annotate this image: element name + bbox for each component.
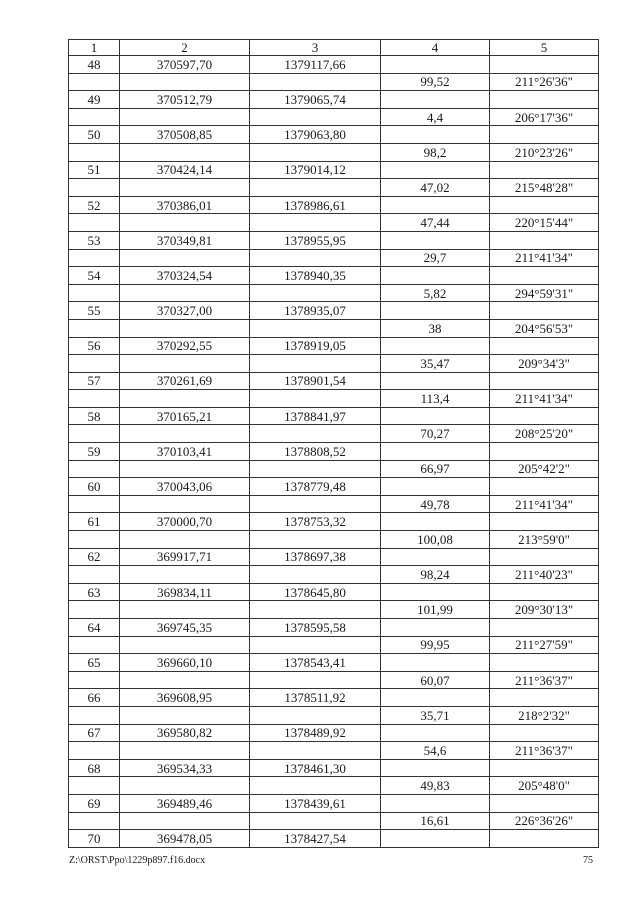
point-number-cell: 48 — [69, 56, 120, 74]
point-number-cell-empty — [69, 495, 120, 513]
point-number-cell-empty — [69, 566, 120, 584]
y-coordinate-cell-empty — [250, 214, 381, 232]
x-coordinate-cell: 369917,71 — [120, 548, 250, 566]
x-coordinate-cell: 370508,85 — [120, 126, 250, 144]
segment-row — [69, 601, 599, 619]
length-cell-empty — [381, 443, 490, 461]
y-coordinate-cell: 1378489,92 — [250, 724, 381, 742]
point-row — [69, 654, 599, 672]
y-coordinate-cell-empty — [250, 531, 381, 549]
x-coordinate-cell: 370349,81 — [120, 231, 250, 249]
length-cell-empty — [381, 759, 490, 777]
point-number-cell-empty — [69, 319, 120, 337]
point-number-cell: 60 — [69, 478, 120, 496]
y-coordinate-cell-empty — [250, 249, 381, 267]
x-coordinate-cell: 369489,46 — [120, 794, 250, 812]
y-coordinate-cell: 1378645,80 — [250, 583, 381, 601]
x-coordinate-cell-empty — [120, 531, 250, 549]
page-number: 75 — [583, 855, 593, 866]
segment-length-cell: 35,47 — [381, 355, 490, 373]
length-cell-empty — [381, 267, 490, 285]
segment-length-cell: 16,61 — [381, 812, 490, 830]
segment-length-cell: 99,52 — [381, 73, 490, 91]
point-row — [69, 267, 599, 285]
segment-row — [69, 73, 599, 91]
point-row — [69, 794, 599, 812]
angle-cell-empty — [490, 302, 599, 320]
direction-angle-cell: 220°15'44" — [490, 214, 599, 232]
x-coordinate-cell-empty — [120, 319, 250, 337]
segment-row — [69, 284, 599, 302]
direction-angle-cell: 209°34'3" — [490, 355, 599, 373]
x-coordinate-cell-empty — [120, 390, 250, 408]
y-coordinate-cell-empty — [250, 143, 381, 161]
point-number-cell: 52 — [69, 196, 120, 214]
x-coordinate-cell-empty — [120, 108, 250, 126]
point-row — [69, 759, 599, 777]
direction-angle-cell: 204°56'53" — [490, 319, 599, 337]
y-coordinate-cell: 1378511,92 — [250, 689, 381, 707]
x-coordinate-cell-empty — [120, 249, 250, 267]
point-row — [69, 56, 599, 74]
length-cell-empty — [381, 654, 490, 672]
point-row — [69, 91, 599, 109]
y-coordinate-cell: 1378427,54 — [250, 830, 381, 848]
point-number-cell-empty — [69, 73, 120, 91]
angle-cell-empty — [490, 337, 599, 355]
point-number-cell: 64 — [69, 619, 120, 637]
y-coordinate-cell-empty — [250, 812, 381, 830]
point-number-cell-empty — [69, 143, 120, 161]
point-number-cell-empty — [69, 777, 120, 795]
segment-row — [69, 495, 599, 513]
direction-angle-cell: 206°17'36" — [490, 108, 599, 126]
header-cell-y: 3 — [250, 40, 381, 56]
x-coordinate-cell: 370103,41 — [120, 443, 250, 461]
direction-angle-cell: 205°42'2" — [490, 460, 599, 478]
y-coordinate-cell: 1379117,66 — [250, 56, 381, 74]
length-cell-empty — [381, 302, 490, 320]
length-cell-empty — [381, 513, 490, 531]
x-coordinate-cell: 369745,35 — [120, 619, 250, 637]
angle-cell-empty — [490, 91, 599, 109]
y-coordinate-cell-empty — [250, 706, 381, 724]
y-coordinate-cell-empty — [250, 495, 381, 513]
point-number-cell: 55 — [69, 302, 120, 320]
point-row — [69, 830, 599, 848]
y-coordinate-cell-empty — [250, 601, 381, 619]
direction-angle-cell: 211°41'34" — [490, 495, 599, 513]
segment-row — [69, 636, 599, 654]
y-coordinate-cell: 1378461,30 — [250, 759, 381, 777]
x-coordinate-cell-empty — [120, 143, 250, 161]
length-cell-empty — [381, 407, 490, 425]
y-coordinate-cell-empty — [250, 179, 381, 197]
angle-cell-empty — [490, 513, 599, 531]
x-coordinate-cell-empty — [120, 460, 250, 478]
direction-angle-cell: 211°40'23" — [490, 566, 599, 584]
segment-length-cell: 38 — [381, 319, 490, 337]
header-cell-point: 1 — [69, 40, 120, 56]
point-row — [69, 513, 599, 531]
angle-cell-empty — [490, 196, 599, 214]
direction-angle-cell: 211°41'34" — [490, 249, 599, 267]
point-number-cell-empty — [69, 284, 120, 302]
direction-angle-cell: 209°30'13" — [490, 601, 599, 619]
point-number-cell-empty — [69, 108, 120, 126]
segment-length-cell: 70,27 — [381, 425, 490, 443]
y-coordinate-cell: 1379014,12 — [250, 161, 381, 179]
segment-length-cell: 98,2 — [381, 143, 490, 161]
segment-length-cell: 49,78 — [381, 495, 490, 513]
point-number-cell: 58 — [69, 407, 120, 425]
x-coordinate-cell-empty — [120, 284, 250, 302]
x-coordinate-cell-empty — [120, 742, 250, 760]
point-number-cell: 70 — [69, 830, 120, 848]
point-number-cell: 67 — [69, 724, 120, 742]
x-coordinate-cell-empty — [120, 601, 250, 619]
point-number-cell: 68 — [69, 759, 120, 777]
length-cell-empty — [381, 583, 490, 601]
segment-length-cell: 5,82 — [381, 284, 490, 302]
angle-cell-empty — [490, 56, 599, 74]
x-coordinate-cell: 370043,06 — [120, 478, 250, 496]
y-coordinate-cell-empty — [250, 636, 381, 654]
segment-row — [69, 742, 599, 760]
direction-angle-cell: 215°48'28" — [490, 179, 599, 197]
point-number-cell: 66 — [69, 689, 120, 707]
angle-cell-empty — [490, 654, 599, 672]
x-coordinate-cell-empty — [120, 495, 250, 513]
segment-row — [69, 390, 599, 408]
y-coordinate-cell: 1378986,61 — [250, 196, 381, 214]
angle-cell-empty — [490, 619, 599, 637]
y-coordinate-cell-empty — [250, 742, 381, 760]
direction-angle-cell: 211°36'37" — [490, 671, 599, 689]
y-coordinate-cell: 1378753,32 — [250, 513, 381, 531]
angle-cell-empty — [490, 231, 599, 249]
direction-angle-cell: 218°2'32" — [490, 706, 599, 724]
length-cell-empty — [381, 56, 490, 74]
segment-row — [69, 214, 599, 232]
y-coordinate-cell: 1378595,58 — [250, 619, 381, 637]
table-body — [69, 40, 599, 848]
point-number-cell-empty — [69, 214, 120, 232]
point-number-cell: 63 — [69, 583, 120, 601]
direction-angle-cell: 213°59'0" — [490, 531, 599, 549]
point-number-cell-empty — [69, 390, 120, 408]
length-cell-empty — [381, 689, 490, 707]
y-coordinate-cell: 1378919,05 — [250, 337, 381, 355]
angle-cell-empty — [490, 724, 599, 742]
x-coordinate-cell: 369534,33 — [120, 759, 250, 777]
header-cell-length: 4 — [381, 40, 490, 56]
x-coordinate-cell: 369834,11 — [120, 583, 250, 601]
segment-row — [69, 319, 599, 337]
point-row — [69, 724, 599, 742]
segment-row — [69, 706, 599, 724]
point-number-cell: 53 — [69, 231, 120, 249]
segment-length-cell: 98,24 — [381, 566, 490, 584]
x-coordinate-cell: 370000,70 — [120, 513, 250, 531]
x-coordinate-cell: 370386,01 — [120, 196, 250, 214]
segment-row — [69, 425, 599, 443]
x-coordinate-cell: 370327,00 — [120, 302, 250, 320]
angle-cell-empty — [490, 759, 599, 777]
segment-length-cell: 101,99 — [381, 601, 490, 619]
point-number-cell: 59 — [69, 443, 120, 461]
y-coordinate-cell-empty — [250, 73, 381, 91]
point-number-cell-empty — [69, 671, 120, 689]
segment-row — [69, 566, 599, 584]
x-coordinate-cell: 369660,10 — [120, 654, 250, 672]
point-row — [69, 583, 599, 601]
x-coordinate-cell: 370424,14 — [120, 161, 250, 179]
length-cell-empty — [381, 619, 490, 637]
direction-angle-cell: 211°36'37" — [490, 742, 599, 760]
length-cell-empty — [381, 830, 490, 848]
x-coordinate-cell: 369580,82 — [120, 724, 250, 742]
y-coordinate-cell: 1378940,35 — [250, 267, 381, 285]
point-number-cell-empty — [69, 742, 120, 760]
x-coordinate-cell-empty — [120, 425, 250, 443]
point-row — [69, 478, 599, 496]
segment-length-cell: 47,44 — [381, 214, 490, 232]
segment-row — [69, 777, 599, 795]
length-cell-empty — [381, 794, 490, 812]
point-row — [69, 161, 599, 179]
point-number-cell: 61 — [69, 513, 120, 531]
length-cell-empty — [381, 372, 490, 390]
angle-cell-empty — [490, 548, 599, 566]
angle-cell-empty — [490, 161, 599, 179]
y-coordinate-cell-empty — [250, 355, 381, 373]
x-coordinate-cell: 370165,21 — [120, 407, 250, 425]
segment-row — [69, 179, 599, 197]
point-row — [69, 548, 599, 566]
angle-cell-empty — [490, 830, 599, 848]
y-coordinate-cell: 1378901,54 — [250, 372, 381, 390]
point-row — [69, 372, 599, 390]
segment-row — [69, 249, 599, 267]
direction-angle-cell: 208°25'20" — [490, 425, 599, 443]
length-cell-empty — [381, 231, 490, 249]
y-coordinate-cell: 1378697,38 — [250, 548, 381, 566]
y-coordinate-cell-empty — [250, 108, 381, 126]
length-cell-empty — [381, 161, 490, 179]
angle-cell-empty — [490, 478, 599, 496]
angle-cell-empty — [490, 689, 599, 707]
point-number-cell: 62 — [69, 548, 120, 566]
length-cell-empty — [381, 126, 490, 144]
y-coordinate-cell: 1378955,95 — [250, 231, 381, 249]
x-coordinate-cell-empty — [120, 812, 250, 830]
x-coordinate-cell: 370597,70 — [120, 56, 250, 74]
length-cell-empty — [381, 478, 490, 496]
point-number-cell-empty — [69, 460, 120, 478]
angle-cell-empty — [490, 372, 599, 390]
y-coordinate-cell-empty — [250, 319, 381, 337]
point-number-cell-empty — [69, 601, 120, 619]
x-coordinate-cell-empty — [120, 214, 250, 232]
segment-length-cell: 49,83 — [381, 777, 490, 795]
segment-length-cell: 100,08 — [381, 531, 490, 549]
x-coordinate-cell-empty — [120, 355, 250, 373]
segment-row — [69, 108, 599, 126]
x-coordinate-cell-empty — [120, 671, 250, 689]
point-row — [69, 337, 599, 355]
length-cell-empty — [381, 337, 490, 355]
x-coordinate-cell-empty — [120, 73, 250, 91]
header-cell-angle: 5 — [490, 40, 599, 56]
x-coordinate-cell-empty — [120, 777, 250, 795]
y-coordinate-cell-empty — [250, 284, 381, 302]
point-number-cell: 57 — [69, 372, 120, 390]
header-row — [69, 40, 599, 56]
direction-angle-cell: 211°41'34" — [490, 390, 599, 408]
length-cell-empty — [381, 724, 490, 742]
length-cell-empty — [381, 548, 490, 566]
direction-angle-cell: 210°23'26" — [490, 143, 599, 161]
y-coordinate-cell-empty — [250, 390, 381, 408]
x-coordinate-cell: 370324,54 — [120, 267, 250, 285]
angle-cell-empty — [490, 443, 599, 461]
point-number-cell-empty — [69, 179, 120, 197]
y-coordinate-cell-empty — [250, 777, 381, 795]
y-coordinate-cell-empty — [250, 566, 381, 584]
direction-angle-cell: 205°48'0" — [490, 777, 599, 795]
segment-length-cell: 4,4 — [381, 108, 490, 126]
angle-cell-empty — [490, 126, 599, 144]
point-row — [69, 126, 599, 144]
point-row — [69, 443, 599, 461]
segment-row — [69, 460, 599, 478]
angle-cell-empty — [490, 267, 599, 285]
point-number-cell-empty — [69, 249, 120, 267]
coordinates-table — [68, 39, 599, 848]
x-coordinate-cell: 369478,05 — [120, 830, 250, 848]
point-number-cell-empty — [69, 706, 120, 724]
x-coordinate-cell: 369608,95 — [120, 689, 250, 707]
segment-length-cell: 99,95 — [381, 636, 490, 654]
segment-length-cell: 66,97 — [381, 460, 490, 478]
direction-angle-cell: 211°27'59" — [490, 636, 599, 654]
direction-angle-cell: 211°26'36" — [490, 73, 599, 91]
y-coordinate-cell-empty — [250, 460, 381, 478]
point-number-cell: 69 — [69, 794, 120, 812]
x-coordinate-cell-empty — [120, 179, 250, 197]
point-row — [69, 689, 599, 707]
point-number-cell: 50 — [69, 126, 120, 144]
header-cell-x: 2 — [120, 40, 250, 56]
x-coordinate-cell: 370512,79 — [120, 91, 250, 109]
segment-row — [69, 812, 599, 830]
x-coordinate-cell-empty — [120, 636, 250, 654]
segment-row — [69, 531, 599, 549]
y-coordinate-cell: 1378779,48 — [250, 478, 381, 496]
segment-row — [69, 355, 599, 373]
segment-row — [69, 143, 599, 161]
y-coordinate-cell: 1378935,07 — [250, 302, 381, 320]
point-number-cell: 54 — [69, 267, 120, 285]
y-coordinate-cell: 1378543,41 — [250, 654, 381, 672]
angle-cell-empty — [490, 407, 599, 425]
point-number-cell-empty — [69, 812, 120, 830]
point-row — [69, 407, 599, 425]
point-number-cell: 49 — [69, 91, 120, 109]
y-coordinate-cell-empty — [250, 671, 381, 689]
length-cell-empty — [381, 91, 490, 109]
y-coordinate-cell: 1378841,97 — [250, 407, 381, 425]
y-coordinate-cell: 1378808,52 — [250, 443, 381, 461]
point-number-cell: 56 — [69, 337, 120, 355]
segment-length-cell: 35,71 — [381, 706, 490, 724]
point-row — [69, 619, 599, 637]
segment-length-cell: 29,7 — [381, 249, 490, 267]
segment-length-cell: 60,07 — [381, 671, 490, 689]
segment-length-cell: 113,4 — [381, 390, 490, 408]
angle-cell-empty — [490, 794, 599, 812]
point-number-cell: 51 — [69, 161, 120, 179]
point-number-cell-empty — [69, 425, 120, 443]
point-number-cell: 65 — [69, 654, 120, 672]
x-coordinate-cell: 370261,69 — [120, 372, 250, 390]
length-cell-empty — [381, 196, 490, 214]
x-coordinate-cell-empty — [120, 706, 250, 724]
direction-angle-cell: 294°59'31" — [490, 284, 599, 302]
y-coordinate-cell: 1378439,61 — [250, 794, 381, 812]
direction-angle-cell: 226°36'26" — [490, 812, 599, 830]
point-number-cell-empty — [69, 355, 120, 373]
point-number-cell-empty — [69, 531, 120, 549]
point-row — [69, 231, 599, 249]
y-coordinate-cell: 1379063,80 — [250, 126, 381, 144]
y-coordinate-cell-empty — [250, 425, 381, 443]
x-coordinate-cell-empty — [120, 566, 250, 584]
segment-length-cell: 47,02 — [381, 179, 490, 197]
angle-cell-empty — [490, 583, 599, 601]
footer-file-path: Z:\ORST\Ppo\1229p897.f16.docx — [69, 855, 206, 866]
x-coordinate-cell: 370292,55 — [120, 337, 250, 355]
segment-length-cell: 54,6 — [381, 742, 490, 760]
y-coordinate-cell: 1379065,74 — [250, 91, 381, 109]
segment-row — [69, 671, 599, 689]
point-row — [69, 196, 599, 214]
point-row — [69, 302, 599, 320]
point-number-cell-empty — [69, 636, 120, 654]
